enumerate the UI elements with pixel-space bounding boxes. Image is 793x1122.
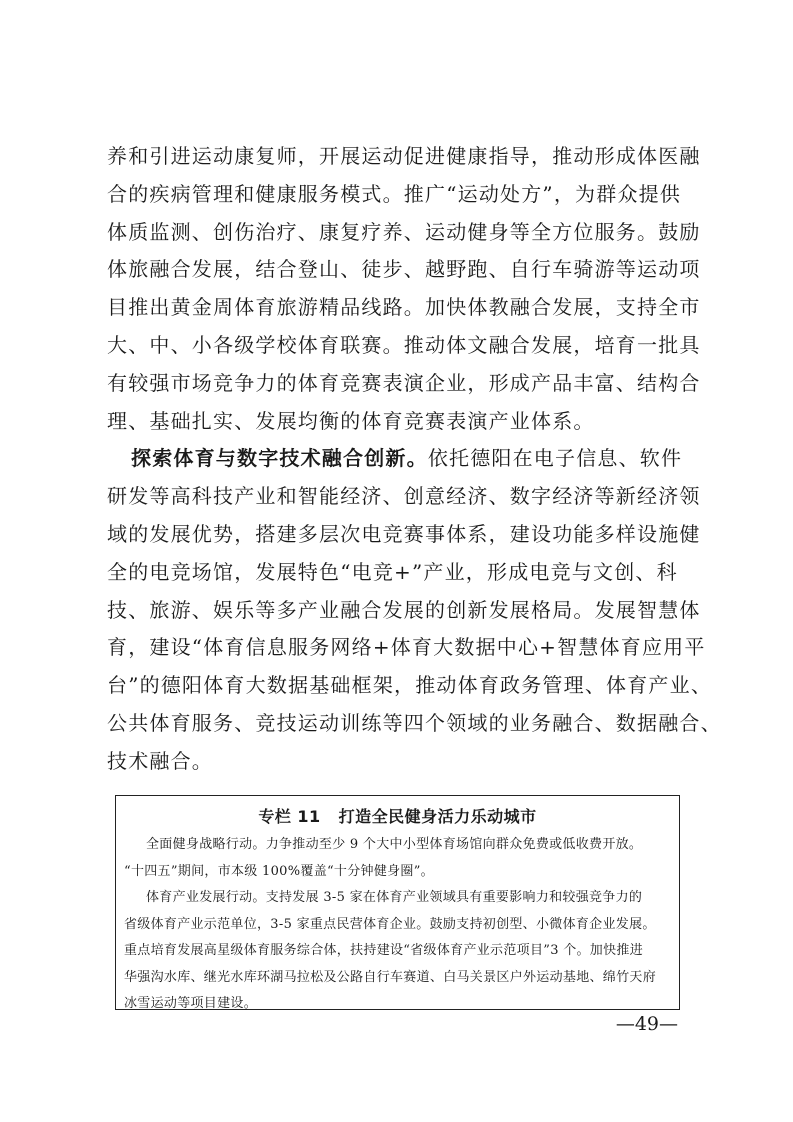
paragraph-first-line bbox=[107, 440, 689, 478]
main-text bbox=[107, 138, 722, 781]
box-line: 全面健身战略行动。力争推动至少 9 个大中小型体育场馆向群众免费或低收费开放。 bbox=[146, 837, 643, 852]
page-number: —49— bbox=[615, 1013, 678, 1035]
text-line: 公共体育服务、竞技运动训练等四个领域的业务融合、数据融合、 bbox=[107, 710, 722, 735]
text-line: 全的电竞场馆，发展特色“电竞+”产业，形成电竞与文创、科 bbox=[107, 559, 678, 584]
box-line: 冰雪运动等项目建设。 bbox=[124, 996, 258, 1011]
text-line: 技、旅游、娱乐等多产业融合发展的创新发展格局。发展智慧体 bbox=[107, 597, 701, 622]
text-line: 大、中、小各级学校体育联赛。推动体文融合发展，培育一批具 bbox=[107, 332, 701, 357]
text-line: 体质监测、创伤治疗、康复疗养、运动健身等全方位服务。鼓励 bbox=[107, 219, 701, 244]
box-line: 体育产业发展行动。支持发展 3-5 家在体育产业领域具有重要影响力和较强竞争力的 bbox=[146, 890, 643, 905]
text-line: 台”的德阳体育大数据基础框架，推动体育政务管理、体育产业、 bbox=[107, 673, 713, 698]
text-line: 技术融合。 bbox=[107, 748, 213, 773]
box-body bbox=[124, 832, 679, 1018]
text-line: 育，建设“体育信息服务网络+体育大数据中心+智慧体育应用平 bbox=[107, 635, 706, 660]
paragraph-text: 依托德阳在电子信息、软件 bbox=[427, 446, 683, 471]
text-line: 目推出黄金周体育旅游精品线路。加快体教融合发展，支持全市 bbox=[107, 295, 701, 320]
column-box bbox=[115, 795, 680, 1010]
text-line: 有较强市场竞争力的体育竞赛表演企业，形成产品丰富、结构合 bbox=[107, 370, 701, 395]
text-line: 合的疾病管理和健康服务模式。推广“运动处方”，为群众提供 bbox=[107, 181, 682, 206]
box-title-number: 专栏 11 bbox=[258, 807, 321, 826]
text-line: 域的发展优势，搭建多层次电竞赛事体系，建设功能多样设施健 bbox=[107, 521, 701, 546]
text-line: 研发等高科技产业和智能经济、创意经济、数字经济等新经济领 bbox=[107, 484, 701, 509]
box-line: 省级体育产业示范单位，3-5 家重点民营体育企业。鼓励支持初创型、小微体育企业发展。 bbox=[124, 916, 656, 932]
box-line: “十四五”期间，市本级 100%覆盖“十分钟健身圈”。 bbox=[124, 863, 434, 879]
box-line: 华强沟水库、继光水库环湖马拉松及公路自行车赛道、白马关景区户外运动基地、绵竹天府 bbox=[124, 969, 657, 985]
text-line: 理、基础扎实、发展均衡的体育竞赛表演产业体系。 bbox=[107, 408, 595, 433]
paragraph-heading: 探索体育与数字技术融合创新。 bbox=[131, 446, 428, 471]
text-line: 养和引进运动康复师，开展运动促进健康指导，推动形成体医融 bbox=[107, 144, 701, 168]
box-line: 重点培育发展高星级体育服务综合体，扶持建设“省级体育产业示范项目”3 个。加快推进 bbox=[124, 943, 643, 958]
text-line: 体旅融合发展，结合登山、徒步、越野跑、自行车骑游等运动项 bbox=[107, 257, 701, 282]
box-title bbox=[116, 804, 679, 827]
box-title-text: 打造全民健身活力乐动城市 bbox=[338, 807, 537, 826]
